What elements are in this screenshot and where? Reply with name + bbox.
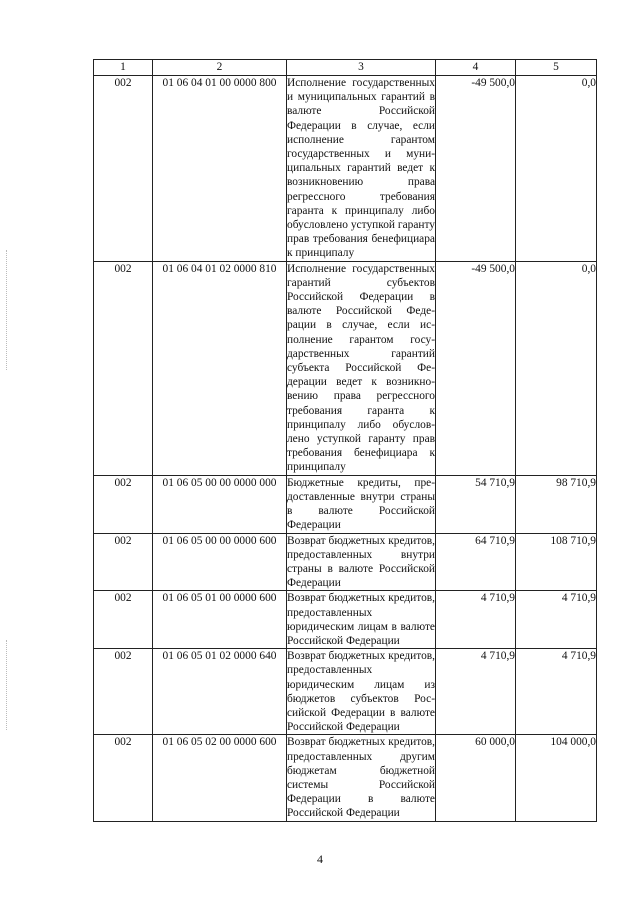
column-header-3: 3 (287, 60, 436, 76)
table-row (94, 76, 597, 262)
amount-column-4-cell: -49 500,0 (436, 261, 516, 475)
amount-column-5-cell: 0,0 (516, 261, 597, 475)
administrator-code-cell: 002 (94, 76, 153, 262)
amount-column-5-cell: 104 000,0 (516, 735, 597, 821)
table-row (94, 533, 597, 591)
amount-column-4-cell: 4 710,9 (436, 649, 516, 735)
table-row (94, 261, 597, 475)
table-row (94, 591, 597, 649)
administrator-code-cell: 002 (94, 533, 153, 591)
scan-edge-mark (6, 640, 7, 730)
table-row (94, 475, 597, 533)
administrator-code-cell: 002 (94, 649, 153, 735)
scan-edge-mark (6, 250, 7, 370)
budget-classification-code-cell: 01 06 05 01 00 0000 600 (153, 591, 287, 649)
source-name-cell: Исполнение государственных и муниципальных гарантий в валюте Российской Федерации в случае, если исполнение гарантом государственных и муниципальных гарантий ведет к возникновению права регрессного требования гаранта к принципалу либо обусловлено уступкой гаранту прав требования бенефициара к принципалу (287, 77, 435, 260)
administrator-code-cell: 002 (94, 261, 153, 475)
amount-column-5-cell: 98 710,9 (516, 475, 597, 533)
amount-column-5-cell: 0,0 (516, 76, 597, 262)
budget-classification-code-cell: 01 06 05 00 00 0000 000 (153, 475, 287, 533)
budget-sources-table (93, 59, 597, 822)
source-name-cell: Бюджетные кредиты, предоставленные внутри страны в валюте Российской Федерации (287, 476, 435, 532)
page-number: 4 (317, 852, 323, 866)
budget-classification-code-cell: 01 06 04 01 02 0000 810 (153, 261, 287, 475)
amount-column-5-cell: 4 710,9 (516, 649, 597, 735)
table-row (94, 735, 597, 821)
column-header-5: 5 (516, 60, 597, 76)
budget-classification-code-cell: 01 06 05 02 00 0000 600 (153, 735, 287, 821)
budget-classification-code-cell: 01 06 04 01 00 0000 800 (153, 76, 287, 262)
column-number-header-row (94, 60, 597, 76)
column-header-2: 2 (153, 60, 287, 76)
amount-column-5-cell: 108 710,9 (516, 533, 597, 591)
column-header-1: 1 (94, 60, 153, 76)
source-name-cell: Возврат бюджетных кредитов, предоставленных другим бюджетам бюджетной системы Российской Федерации в валюте Российской Федерации (287, 736, 435, 820)
amount-column-4-cell: 54 710,9 (436, 475, 516, 533)
source-name-cell: Возврат бюджетных кредитов, предоставленных внутри страны в валюте Российской Федерации (287, 534, 435, 590)
amount-column-4-cell: 60 000,0 (436, 735, 516, 821)
source-name-cell: Возврат бюджетных кредитов, предоставленных юридическим лицам из бюджетов субъектов Российской Федерации в валюте Российской Федерации (287, 650, 435, 734)
table-row (94, 649, 597, 735)
budget-classification-code-cell: 01 06 05 01 02 0000 640 (153, 649, 287, 735)
administrator-code-cell: 002 (94, 591, 153, 649)
source-name-cell: Возврат бюджетных кредитов, предоставленных юридическим лицам в валюте Российской Федерации (287, 592, 435, 647)
amount-column-4-cell: 64 710,9 (436, 533, 516, 591)
administrator-code-cell: 002 (94, 735, 153, 821)
amount-column-5-cell: 4 710,9 (516, 591, 597, 649)
administrator-code-cell: 002 (94, 475, 153, 533)
column-header-4: 4 (436, 60, 516, 76)
amount-column-4-cell: 4 710,9 (436, 591, 516, 649)
amount-column-4-cell: -49 500,0 (436, 76, 516, 262)
source-name-cell: Исполнение государственных гарантий субъектов Российской Федерации в валюте Российской Федерации в случае, если исполнение гарантом государственных гарантий субъекта Российской Федерации ведет к возникновению права регрессного требования гаранта к принципалу либо обусловлено уступкой гаранту прав требования бенефициара к принципалу (287, 262, 435, 474)
budget-classification-code-cell: 01 06 05 00 00 0000 600 (153, 533, 287, 591)
